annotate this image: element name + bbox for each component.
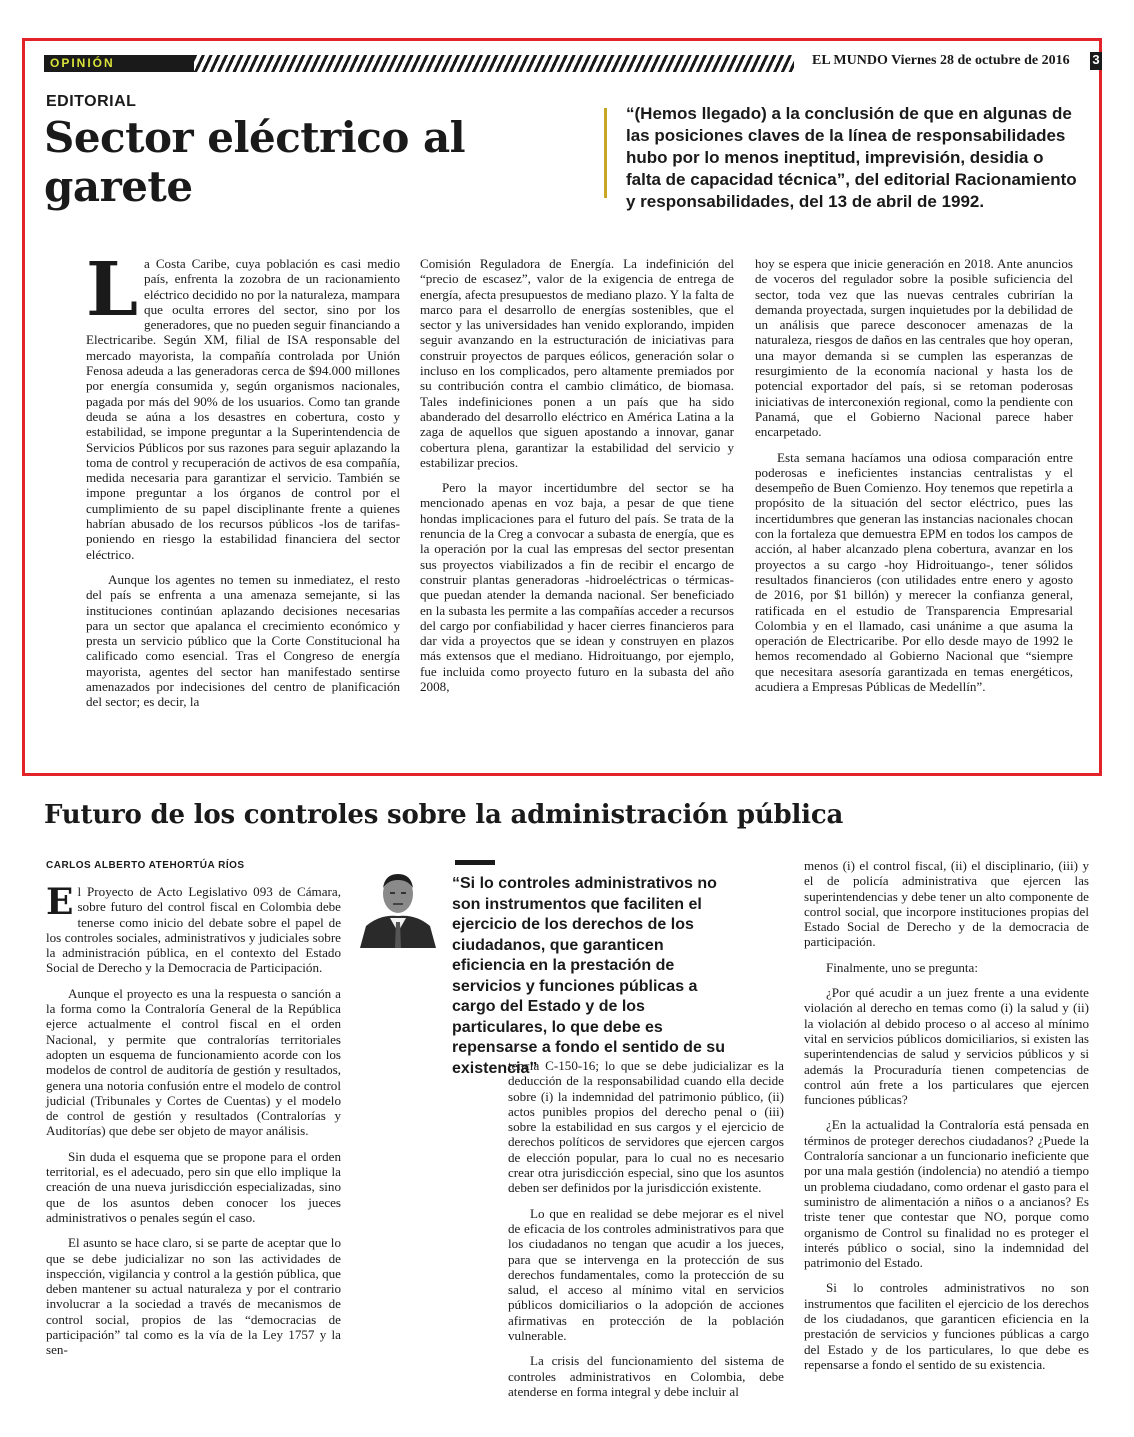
column-text-3 (804, 858, 1089, 1382)
quote-accent-bar (455, 860, 495, 865)
editorial-column-3 (755, 256, 1073, 704)
paragraph: tencia C-150-16; lo que se debe judicializar es la deducción de la responsabilidad cuando ella decide sobre (i) la indemnidad del patrimonio público, (ii) actos punibles propios del derecho penal o (iii) sobre la estabilidad en sus cargos y el ejercicio de derechos políticos de servidores que ejercen cargos de elección popular, para lo cual no es necesario crear otra jurisdicción especial, sino que los asuntos deben ser definidos por la jurisdicción existente. (508, 1058, 784, 1196)
paragraph: menos (i) el control fiscal, (ii) el disciplinario, (iii) y el de policía administrativa que ejercen las superintendencias y debe tener un alto componente de control social, que incorpore instituciones propias del Estado Social de Derecho y de la democracia de participación. (804, 858, 1089, 950)
paragraph: Sin duda el esquema que se propone para el orden territorial, es el adecuado, pero sin que ello implique la creación de una nueva jurisdicción especializadas, sino que de los asuntos deben conocer los jueces administrativos o penales según el caso. (46, 1148, 341, 1225)
masthead: EL MUNDO Viernes 28 de octubre de 2016 (812, 53, 1070, 68)
paragraph: La crisis del funcionamiento del sistema de controles administrativos en Colombia, debe atenderse en forma integral y debe incluir al (508, 1353, 784, 1399)
author-photo (360, 866, 436, 948)
page-number: 3 (1090, 52, 1102, 70)
paragraph: hoy se espera que inicie generación en 2018. Ante anuncios de voceros del regulador sobre la posible suficiencia del sector, toda vez que las nuevas centrales cubrirían la demanda proyectada, surgen inquietudes por la debilidad de un análisis que parece desconocer amenazas de la naturaleza, riesgos de daños en las centrales que hoy operan, una mayor demanda si se cumplen las esperanzas de resurgimiento de la economía nacional y hasta los de potencial exportador del país, si se retoman poderosas iniciativas de interconexión regional, como la pendiente con Panamá, que el Gobierno Nacional parece haber encarpetado. (755, 256, 1073, 440)
paragraph: Pero la mayor incertidumbre del sector se ha mencionado apenas en voz baja, a pesar de que tiene hondas implicaciones para el futuro del país. Se trata de la renuncia de la Creg a convocar a subasta de energía, que es la operación por la cual las empresas del sector presentan sus proyectos viabilizados a fin de recibir el encargo de construir plantas generadoras -hidroeléctricas o térmicas- que puedan atender la demanda nacional. Ser beneficiado en la subasta les permite a las compañías acceder a recursos del cargo por confiabilidad y hacer cierres financieros para dar vida a proyectos que se idean y construyen en plazos más extensos que el mediano. Hidroituango, por ejemplo, fue incluida como proyecto futuro en la subasta del año 2008, (420, 480, 734, 695)
paragraph: La Costa Caribe, cuya población es casi medio país, enfrenta la zozobra de un racionamiento eléctrico decidido no por la naturaleza, mampara que oculta errores del sector, sino por los generadores, que no pueden seguir financiando a Electricaribe. Según XM, filial de ISA responsable del mercado mayorista, la compañía controlada por Unión Fenosa adeuda a las generadoras cerca de $94.000 millones por energía consumida y, según organismos nacionales, pagada por más del 90% de los usuarios. Como tan grande deuda se aúna a los desastres en cobertura, costo y estabilidad, se impone preguntar a la Superintendencia de Servicios Públicos por sus razones para seguir aplazando la toma de control y recuperación de activos de esa compañía, medida necesaria para garantizar el servicio. También se impone preguntar a los órganos de control por el cumplimiento de su papel disciplinante frente a quienes habrían abusado de los recursos públicos -los de tarifas- poniendo en riesgo la estabilidad financiera del sector eléctrico. (86, 247, 400, 562)
paragraph: Esta semana hacíamos una odiosa comparación entre poderosas e ineficientes instancias centralistas y el desempeño de Buen Comienzo. Hoy tenemos que repetirla a propósito de la situación del sector eléctrico, pues las incertidumbres que generan las instancias nacionales chocan con la fortaleza que demuestra EPM en todos los campos de acción, al haber alcanzado plena cobertura, avanzar en los proyectos a su cargo -hoy Hidroituango-, tener sólidos resultados financieros (con utilidades entre enero y agosto de 2016, por $1 billón) y merecer la confianza general, ratificada en el estudio de Transparencia Empresarial Colombia y en el llamado, casi unánime a que asuma la operación de Electricaribe. Por ello desde mayo de 1992 le hemos recomendado al Gobierno Nacional que “siempre que necesitara asesoría garantizada en temas energéticos, acudiera a Empresas Públicas de Medellín”. (755, 449, 1073, 695)
byline: CARLOS ALBERTO ATEHORTÚA RÍOS (46, 860, 245, 871)
section-label: OPINIÓN (50, 56, 115, 70)
column-text-2 (508, 1058, 784, 1409)
paragraph: El asunto se hace claro, si se parte de aceptar que lo que se debe judicializar no son las actividades de inspección, vigilancia y control a la gestión pública, que deben mantener su actual naturaleza y por el contrario involucrar a la sociedad a través de mecanismos de control social, propios de las “democracias de participación” tal como es la vía de la Ley 1757 y la sen- (46, 1235, 341, 1358)
paragraph: Finalmente, uno se pregunta: (826, 959, 978, 975)
paragraph: Si lo controles administrativos no son instrumentos que faciliten el ejercicio de los derechos de los ciudadanos, que garanticen eficiencia en la prestación de servicios y funciones públicas a cargo del Estado y de los particulares, lo que debe es repensarse a fondo el sentido de su existencia. (804, 1280, 1089, 1372)
decorative-stripes (194, 55, 794, 72)
editorial-column-2 (420, 256, 734, 704)
paragraph: ¿En la actualidad la Contraloría está pensada en términos de proteger derechos ciudadanos? ¿Puede la Contraloría sancionar a un funcionario ineficiente que por una mala gestión (indolencia) no atendió a tiempo un problema ciudadano, como ordenar el gasto para el suministro de alimentación a niños o a ancianos? Es triste tener que contestar que NO, porque como organismo de Control su finalidad no es proteger el interés público o social, sino la indemnidad del patrimonio del Estado. (804, 1117, 1089, 1271)
column-text-1 (46, 881, 341, 1368)
paragraph: Comisión Reguladora de Energía. La indefinición del “precio de escasez”, valor de la exigencia de entrega de energía, afecta presupuestos de mediano plazo. Y la falta de marco para el desarrollo de energías sostenibles, que el sector y las universidades han venido explorando, impiden seguir avanzando en la estructuración de iniciativas para construir proyectos de parques eólicos, generación solar o incluso en los complicados, pero altamente premiados por su contribución contra el cambio climático, de biomasa. Tales indefiniciones ponen a un país que ha sido abanderado del desarrollo eléctrico en América Latina a la zaga de aquellos que siguen apostando a innovar, ganar cobertura plena, garantizar la estabilidad del servicio y estabilizar precios. (420, 256, 734, 470)
drop-cap: L (86, 247, 139, 333)
column-headline: Futuro de los controles sobre la administración pública (44, 800, 844, 830)
editorial-kicker: EDITORIAL (46, 93, 137, 110)
editorial-pull-quote: “(Hemos llegado) a la conclusión de que en algunas de las posiciones claves de la línea de responsabilidades hubo por lo menos ineptitud, imprevisión, desidia o falta de capacidad técnica”, del editorial Racionamiento y responsabilidades, del 13 de abril de 1992. (626, 104, 1077, 211)
column-pull-quote: “Si lo controles administrativos no son instrumentos que faciliten el ejercicio de los derechos de los ciudadanos, que garanticen eficiencia en la prestación de servicios y funciones públicas a cargo del Estado y de los particulares, lo que debe es repensarse a fondo el sentido de su existencia” (452, 875, 725, 1077)
editorial-headline: Sector eléctrico al garete (44, 113, 466, 211)
editorial-column-1 (86, 247, 400, 720)
paragraph: Lo que en realidad se debe mejorar es el nivel de eficacia de los controles administrativos para que los ciudadanos no tengan que acudir a los jueces, para que se intervenga en la protección de sus derechos fundamentales, como la protección de su salud, el acceso al mínimo vital en servicios públicos domiciliarios o la adopción de acciones afirmativas en protección de la población vulnerable. (508, 1205, 784, 1344)
drop-cap: E (46, 881, 74, 923)
paragraph: El Proyecto de Acto Legislativo 093 de Cámara, sobre futuro del control fiscal en Colombia debe tenerse como inicio del debate sobre el papel de los controles sociales, administrativos y judiciales sobre la administración pública, en el contexto del Estado Social de Derecho y la Democracia de Participación. (46, 881, 341, 976)
paragraph: ¿Por qué acudir a un juez frente a una evidente violación al derecho en temas como (i) la salud y (ii) la violación al debido proceso o al acceso al mínimo vital en servicios públicos domiciliarios, si existen las superintendencias de salud y servicios públicos y si además la Procuraduría tienen competencias de control aún frete a los particulares que ejercen funciones públicas? (804, 985, 1089, 1108)
paragraph: Aunque el proyecto es una la respuesta o sanción a la forma como la Contraloría General de la República ejerce actualmente el control fiscal en el orden Nacional, y permite que contralorías territoriales adopten un esquema de funcionamiento acorde con los modelos de control de auditoría de gestión y resultados, genera una notoria confusión entre el modelo de control judicial (Tribunales y Cortes de Cuentas) y el modelo de control de gestión y resultados (Contralorías y Auditorías) que debe ser objeto de mayor análisis. (46, 985, 341, 1139)
quote-accent-bar (604, 108, 607, 198)
paragraph: Aunque los agentes no temen su inmediatez, el resto del país se enfrenta a una amenaza semejante, si las instituciones continúan aplazando decisiones necesarias para un sector que apalanca el crecimiento económico y presta un servicio público que la Corte Constitucional ha calificado como esencial. Tras el Congreso de energía mayorista, agentes del sector han manifestado sentirse amenazados por indecisiones del centro de planificación del sector; es decir, la (86, 571, 400, 710)
